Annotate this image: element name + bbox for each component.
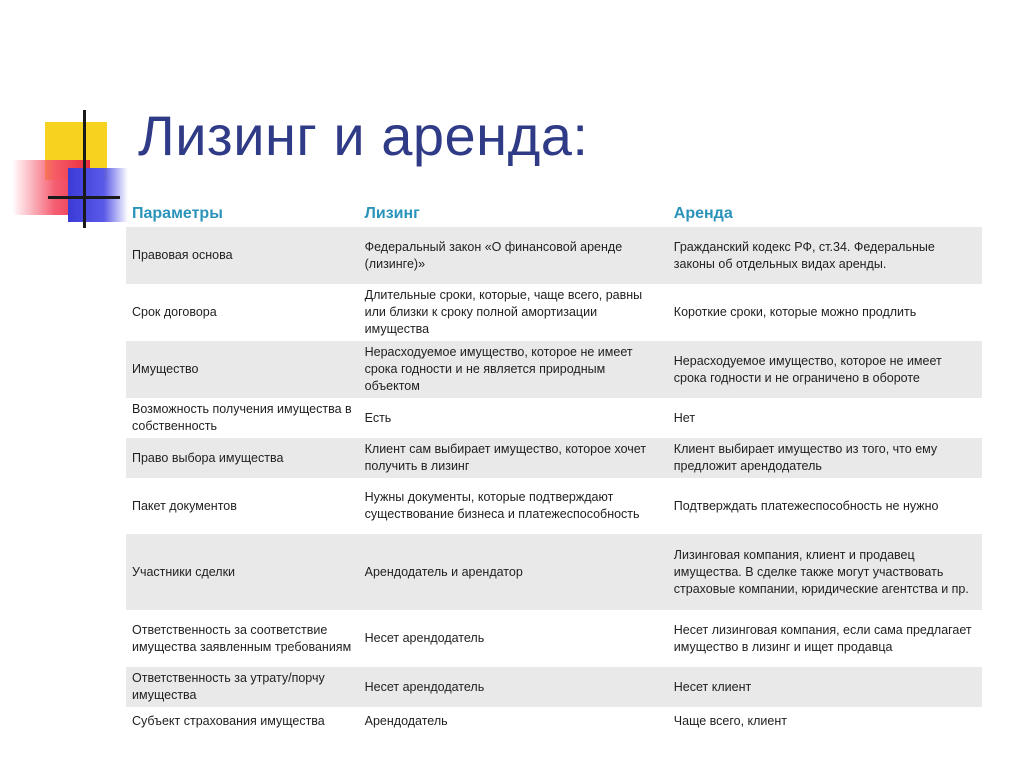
cell-leasing: Арендодатель — [364, 713, 448, 728]
table-row — [126, 534, 982, 610]
cell-leasing: Федеральный закон «О финансовой аренде (лизинге)» — [359, 227, 668, 284]
cell-parameter: Участники сделки — [126, 534, 359, 610]
cell-parameter: Возможность получения имущества в собственность — [132, 402, 352, 433]
cell-leasing: Есть — [364, 410, 392, 425]
decor-blue-square — [68, 168, 128, 222]
cell-leasing: Длительные сроки, которые, чаще всего, равны или близки к сроку полной амортизации имущества — [364, 288, 643, 336]
cell-parameter: Ответственность за соответствие имущества заявленным требованиям — [132, 622, 352, 654]
cell-leasing: Клиент сам выбирает имущество, которое хочет получить в лизинг — [359, 438, 668, 478]
table-row — [126, 227, 982, 284]
cell-rent: Короткие сроки, которые можно продлить — [673, 305, 917, 319]
cell-parameter: Имущество — [126, 341, 359, 398]
cell-rent: Клиент выбирает имущество из того, что ему предложит арендодатель — [668, 438, 982, 478]
decor-vertical-line — [83, 110, 86, 228]
cell-rent: Гражданский кодекс РФ, ст.34. Федеральные законы об отдельных видах аренды. — [668, 227, 982, 284]
cell-parameter: Пакет документов — [132, 498, 237, 513]
header-parameters: Параметры — [132, 204, 223, 222]
cell-rent: Несет клиент — [668, 667, 982, 707]
cell-rent: Лизинговая компания, клиент и продавец имущества. В сделке также могут участвовать страховые компании, юридические агентства и пр. — [668, 534, 982, 610]
cell-leasing: Арендодатель и арендатор — [359, 534, 668, 610]
cell-leasing: Нужны документы, которые подтверждают существование бизнеса и платежеспособность — [364, 490, 640, 521]
table-row — [126, 707, 982, 735]
cell-rent: Несет лизинговая компания, если сама предлагает имущество в лизинг и ищет продавца — [673, 622, 972, 654]
table-row — [126, 610, 982, 667]
cell-leasing: Несет арендодатель — [359, 667, 668, 707]
cell-parameter: Право выбора имущества — [126, 438, 359, 478]
table-row — [126, 284, 982, 341]
page-title: Лизинг и аренда: — [138, 104, 589, 167]
table-row — [126, 398, 982, 438]
cell-leasing: Несет арендодатель — [364, 631, 485, 645]
cell-rent: Нерасходуемое имущество, которое не имеет срока годности и не ограничено в обороте — [668, 341, 982, 398]
table-header-row — [126, 201, 982, 227]
cell-parameter: Срок договора — [132, 305, 217, 319]
header-leasing: Лизинг — [364, 204, 420, 222]
cell-leasing: Нерасходуемое имущество, которое не имеет срока годности и не является природным объектом — [359, 341, 668, 398]
cell-parameter: Правовая основа — [126, 227, 359, 284]
table-row — [126, 341, 982, 398]
cell-parameter: Ответственность за утрату/порчу имущества — [126, 667, 359, 707]
table-row — [126, 478, 982, 534]
decor-horizontal-line — [48, 196, 120, 199]
cell-parameter: Субъект страхования имущества — [132, 713, 325, 728]
cell-rent: Чаще всего, клиент — [673, 713, 787, 728]
cell-rent: Нет — [673, 410, 696, 425]
table-row — [126, 438, 982, 478]
table-row — [126, 667, 982, 707]
comparison-table — [126, 201, 982, 735]
cell-rent: Подтверждать платежеспособность не нужно — [673, 498, 939, 513]
header-rent: Аренда — [673, 204, 733, 222]
